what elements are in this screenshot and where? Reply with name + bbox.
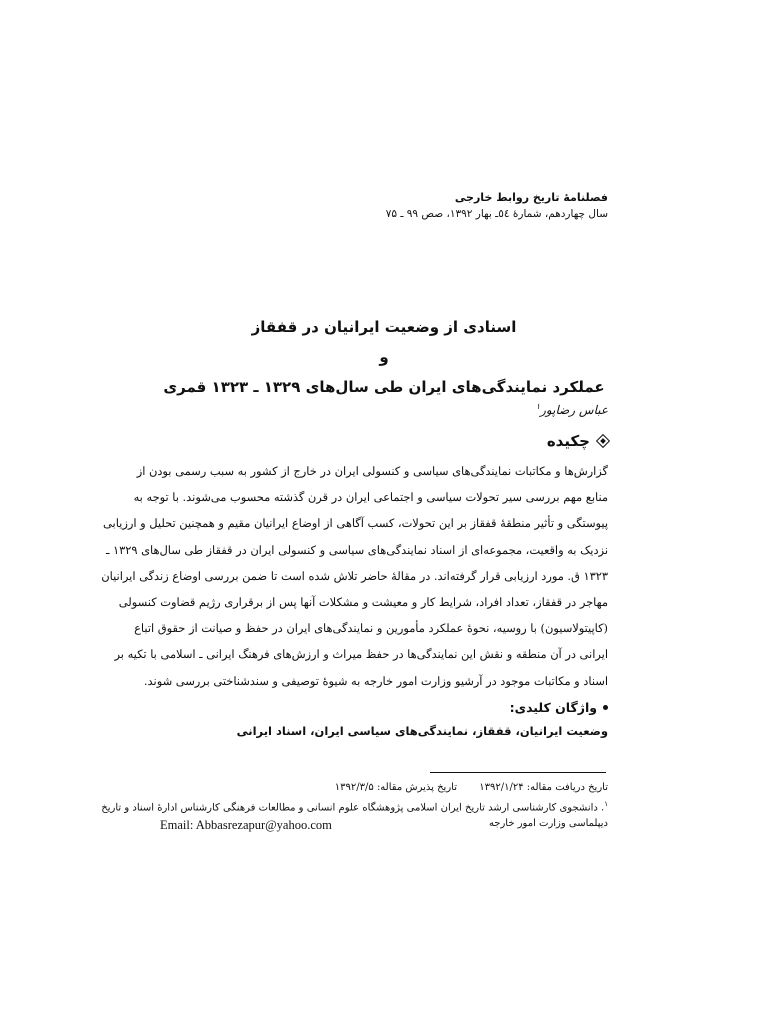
abstract-line: منابع مهم بررسی سیر تحولات سیاسی و اجتماعی ایران در قرن گذشته محسوب می‌شوند. با توجه به xyxy=(133,490,608,505)
affiliation-department: دیپلماسی وزارت امور خارجه xyxy=(488,818,608,829)
title-conjunction: و xyxy=(379,348,389,366)
footnote-mark: ۱ xyxy=(604,800,608,808)
title-line-3: عملکرد نمایندگی‌های ایران طی سال‌های ۱۳۲۹ ـ ۱۳۲۳ قمری xyxy=(163,378,605,396)
journal-issue: سال چهاردهم، شمارهٔ ٥٤ـ بهار ۱۳۹۲، صص ۹۹ ـ ۷۵ xyxy=(385,208,608,220)
received-date: ۱۳۹۲/۱/۲۴ xyxy=(479,782,524,793)
abstract-line: مهاجر در قفقاز، تعداد افراد، شرایط کار و معیشت و مشکلات آنها پس از برقراری رژیم قضاوت کنسولی xyxy=(118,594,608,609)
abstract-line: پیوستگی و تأثیر منطقهٔ قفقاز بر این تحولات، کسب آگاهی از اوضاع ایرانیان مقیم و همچنین تحلیل و ارزیابی xyxy=(103,516,608,531)
received-label: تاریخ دریافت مقاله: xyxy=(526,782,608,793)
journal-name: فصلنامهٔ تاریخ روابط خارجی xyxy=(454,191,608,204)
footnote-dates xyxy=(335,782,608,793)
abstract-line: (کاپیتولاسیون) با روسیه، نحوهٔ عملکرد مأمورین و نمایندگی‌های ایران در حفظ و صیانت از حقوق اتباع xyxy=(134,621,608,636)
title-line-1: اسنادی از وضعیت ایرانیان در قفقاز xyxy=(251,318,517,336)
keywords-text: وضعیت ایرانیان، قفقاز، نمایندگی‌های سیاسی ایران، اسناد ایرانی xyxy=(236,724,608,738)
article-title xyxy=(120,312,648,402)
author-footnote-mark: ۱ xyxy=(535,402,541,411)
journal-header xyxy=(308,190,608,222)
accepted-label: تاریخ پذیرش مقاله: xyxy=(376,782,457,793)
affiliation-text: دانشجوی کارشناسی ارشد تاریخ ایران اسلامی پژوهشگاه علوم انسانی و مطالعات فرهنگی کارشناس ادارهٔ اسناد و تاریخ xyxy=(101,802,598,814)
diamond-icon xyxy=(596,434,610,448)
accepted-date: ۱۳۹۲/۳/۵ xyxy=(334,782,374,793)
abstract-line: گزارش‌ها و مکاتبات نمایندگی‌های سیاسی و کنسولی ایران در خارج از کشور به سبب رسمی بودن از xyxy=(136,464,608,478)
abstract-line: ایرانی در آن منطقه و نقش این نمایندگی‌ها در حفظ میراث و ارزش‌های فرهنگ ایرانی ـ اسلامی با تکیه بر xyxy=(114,647,608,662)
footnote-divider xyxy=(430,772,606,773)
keywords-heading xyxy=(510,700,608,715)
footnote-contact xyxy=(160,818,608,833)
abstract-body xyxy=(101,458,608,694)
bullet-icon xyxy=(603,705,608,710)
author-name: عباس رضاپور xyxy=(540,403,608,417)
author xyxy=(536,402,608,417)
abstract-line: نزدیک به واقعیت، مجموعه‌ای از اسناد نمایندگی‌های سیاسی و کنسولی ایران در قفقاز طی سال‌های ۱۳۲۹ ـ xyxy=(106,542,608,557)
abstract-line: اسناد و مکاتبات موجود در آرشیو وزارت امور خارجه به شیوهٔ توصیفی و سندشناختی بررسی شوند. xyxy=(143,673,608,688)
abstract-heading xyxy=(547,432,608,450)
author-email: Email: Abbasrezapur@yahoo.com xyxy=(160,818,332,832)
footnote-affiliation: $^۱$. دانشجوی کارشناسی ارشد تاریخ ایران اسلامی پژوهشگاه علوم انسانی و مطالعات فرهنگی کارشناس ادارهٔ اسناد و تاریخ xyxy=(101,800,608,814)
abstract-heading-text: چکیده xyxy=(546,432,590,450)
keywords-heading-text: واژگان کلیدی: xyxy=(509,700,597,715)
abstract-line: ۱۳۲۳ ق. مورد ارزیابی قرار گرفته‌اند. در مقالهٔ حاضر تلاش شده است تا ضمن بررسی اوضاع زندگی ایرانیان xyxy=(101,568,608,583)
